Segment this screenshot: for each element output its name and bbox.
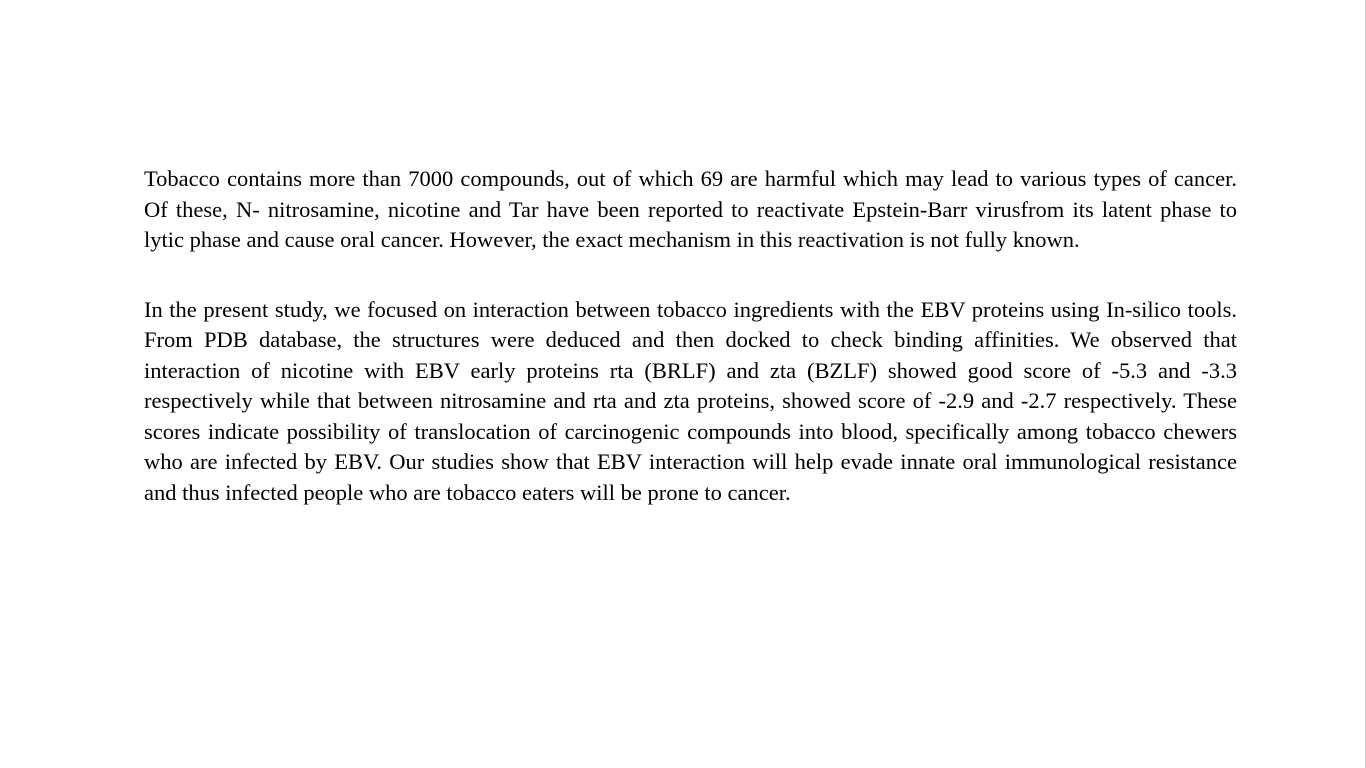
paragraph-study: In the present study, we focused on interaction between tobacco ingredients with the EBV proteins using In-silico tools. From PDB database, the structures were deduced and then docked to check binding affinities. We observed that interaction of nicotine with EBV early proteins rta (BRLF) and zta (BZLF) showed good score of -5.3 and -3.3 respectively while that between nitrosamine and rta and zta proteins, showed score of -2.9 and -2.7 respectively. These scores indicate possibility of translocation of carcinogenic compounds into blood, specifically among tobacco chewers who are infected by EBV. Our studies show that EBV interaction will help evade innate oral immunological resistance and thus infected people who are tobacco eaters will be prone to cancer. (144, 296, 1237, 505)
abstract-text (144, 164, 1237, 508)
paragraph-intro: Tobacco contains more than 7000 compounds, out of which 69 are harmful which may lead to various types of cancer. Of these, N- nitrosamine, nicotine and Tar have been reported to reactivate Epstein-Barr virusfrom its latent phase to lytic phase and cause oral cancer. However, the exact mechanism in this reactivation is not fully known. (144, 166, 1237, 252)
